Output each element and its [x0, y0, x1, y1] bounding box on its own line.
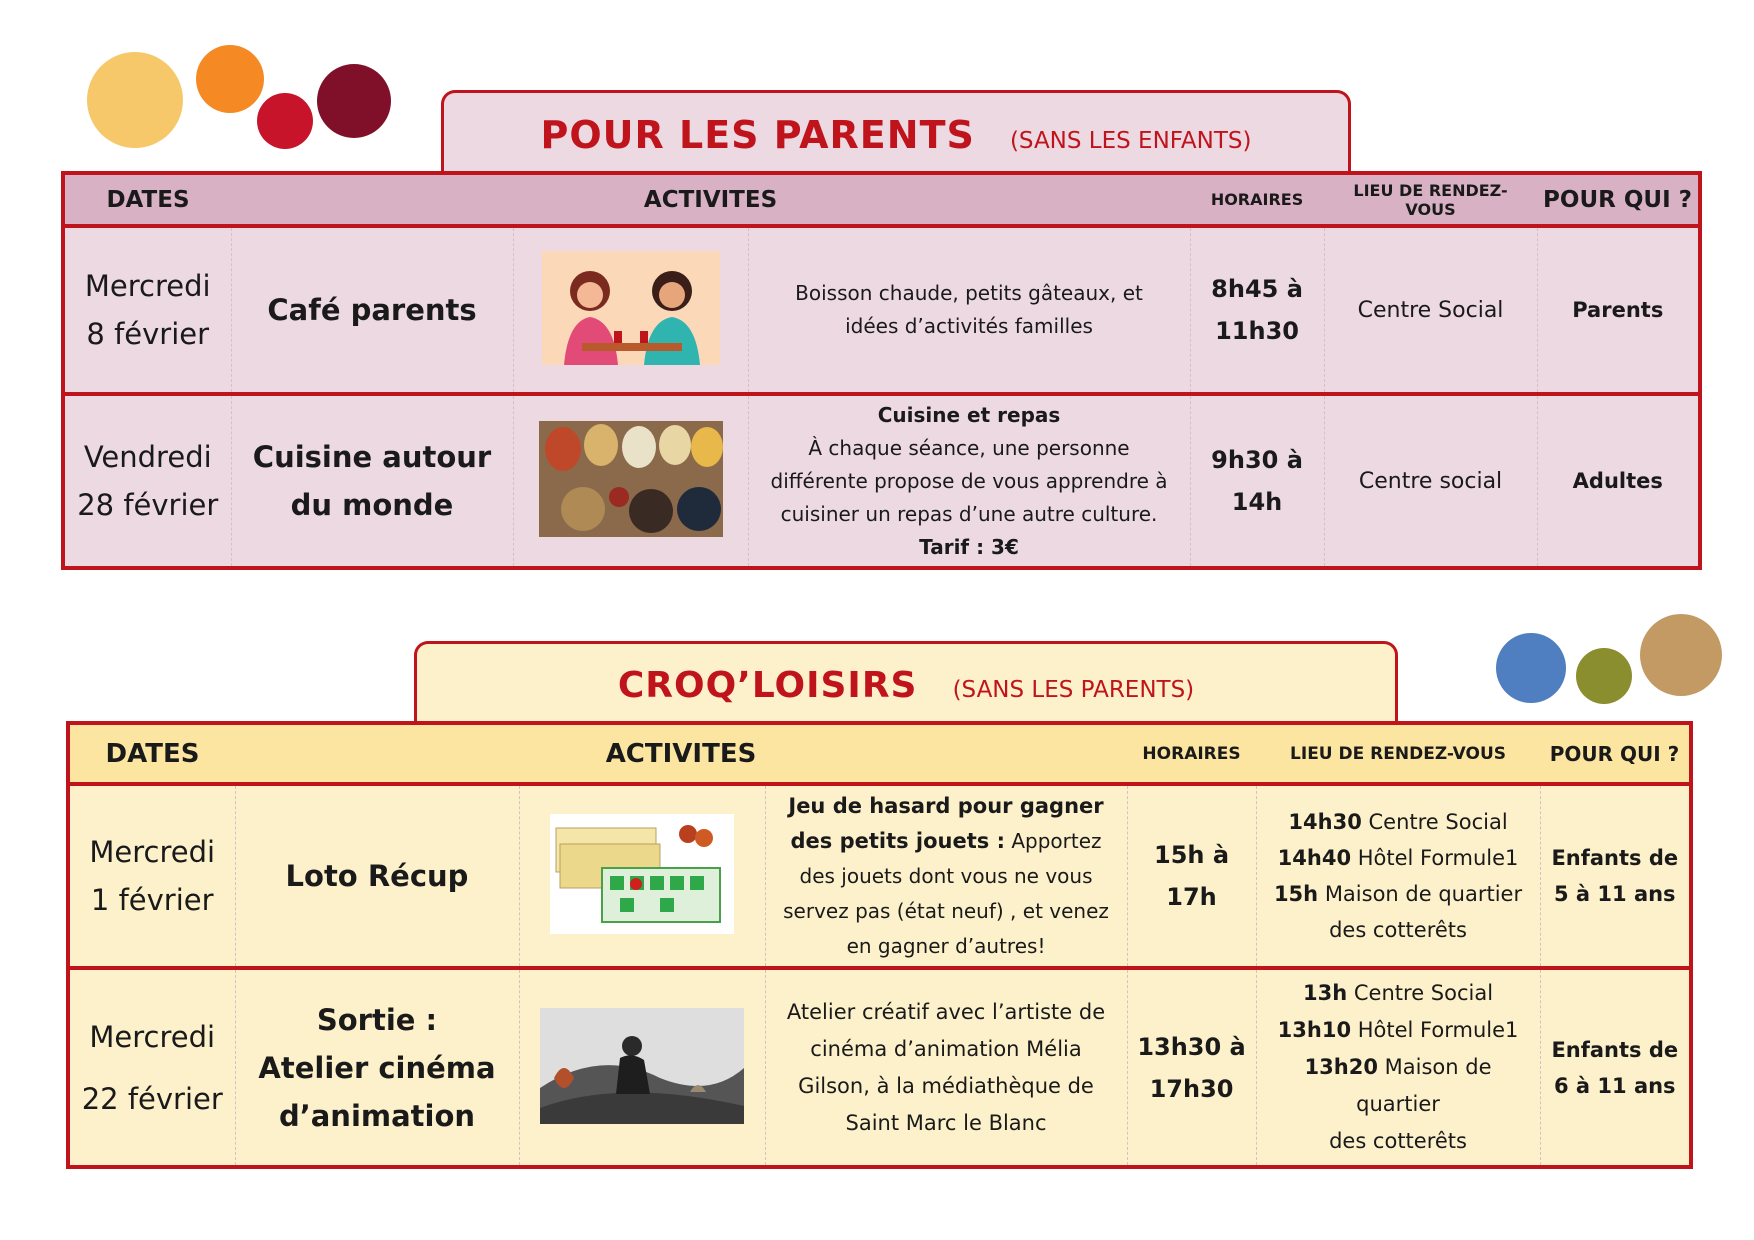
row-date-value: 22 février	[81, 1081, 223, 1116]
stop-item	[1263, 840, 1534, 876]
row-who-line1: Enfants de	[1551, 1037, 1679, 1062]
dot-olive	[1576, 648, 1632, 704]
stop-tail: des cotterêts	[1329, 1129, 1467, 1153]
dot-tan	[1640, 614, 1722, 696]
stop-item	[1263, 975, 1534, 1012]
table-row	[70, 784, 1689, 968]
dot-maroon	[317, 64, 391, 138]
row-date	[70, 784, 235, 968]
row-date-day: Mercredi	[84, 269, 211, 303]
stop-place: Centre Social	[1353, 981, 1494, 1005]
row-stops	[1256, 784, 1540, 968]
header-dates: DATES	[105, 738, 200, 769]
stop-item	[1263, 876, 1534, 912]
parents-table	[61, 171, 1702, 570]
row-hours	[1190, 226, 1324, 394]
row-hours-end: 17h	[1166, 883, 1217, 911]
croq-title: CROQ’LOISIRS	[617, 665, 918, 706]
parents-header-row	[65, 175, 1698, 226]
header-dates: DATES	[106, 186, 190, 213]
cafe-parents-illustration	[542, 251, 720, 365]
header-who: POUR QUI ?	[1543, 186, 1692, 213]
row-description-title: Cuisine et repas	[877, 402, 1061, 427]
row-date-value: 28 février	[77, 488, 219, 522]
header-activities: ACTIVITES	[643, 186, 778, 213]
row-description-bold: Jeu de hasard pour gagner des petits jouets :	[788, 793, 1104, 853]
parents-title-tab	[441, 90, 1351, 174]
stop-time: 14h30	[1288, 810, 1362, 834]
stop-place: Maison de quartier	[1356, 1055, 1492, 1116]
row-hours-start: 8h45 à	[1211, 275, 1303, 303]
header-hours: HORAIRES	[1142, 743, 1241, 764]
row-date-day: Vendredi	[83, 440, 212, 474]
croq-title-tab	[414, 641, 1398, 724]
row-date	[70, 968, 235, 1165]
row-who	[1540, 784, 1689, 968]
row-hours-start: 15h à	[1154, 841, 1230, 869]
stop-place: Hôtel Formule1	[1357, 846, 1519, 870]
stop-item	[1263, 804, 1534, 840]
row-stops	[1256, 968, 1540, 1165]
table-row	[65, 226, 1698, 394]
row-hours-end: 17h30	[1149, 1074, 1234, 1103]
dot-blue	[1496, 633, 1566, 703]
stop-place: Centre Social	[1368, 810, 1508, 834]
croq-header-row	[70, 725, 1689, 784]
row-date-value: 8 février	[86, 317, 210, 351]
row-hours-start: 9h30 à	[1211, 446, 1303, 474]
table-row	[65, 394, 1698, 566]
row-image-cell	[513, 394, 748, 566]
row-description-text: Apportez des jouets dont vous ne vous servez pas (état neuf) , et venez en gagner d’autres!	[783, 828, 1109, 958]
row-date-day: Mercredi	[89, 1019, 216, 1054]
dot-red	[257, 93, 313, 149]
row-hours-end: 11h30	[1215, 317, 1299, 345]
row-date-value: 1 février	[90, 883, 214, 917]
row-activity: Café parents	[231, 226, 513, 394]
stop-time: 13h10	[1277, 1018, 1352, 1042]
row-place: Centre Social	[1324, 226, 1537, 394]
header-place: LIEU DE RENDEZ-VOUS	[1353, 180, 1508, 219]
header-hours: HORAIRES	[1210, 190, 1304, 209]
row-hours	[1127, 784, 1256, 968]
row-activity-line3: d’animation	[278, 1098, 476, 1133]
header-activities: ACTIVITES	[605, 738, 757, 769]
row-place: Centre social	[1324, 394, 1537, 566]
row-activity-line2: du monde	[290, 488, 454, 522]
row-description	[748, 394, 1190, 566]
row-hours-start: 13h30 à	[1137, 1032, 1246, 1061]
dot-orange	[196, 45, 264, 113]
stop-tail: des cotterêts	[1329, 918, 1467, 942]
row-image-cell	[519, 968, 765, 1165]
stop-time: 13h	[1303, 981, 1348, 1005]
row-date	[65, 394, 231, 566]
row-who-line2: 6 à 11 ans	[1554, 1073, 1676, 1098]
stop-item	[1263, 1049, 1534, 1123]
stop-place: Maison de quartier	[1324, 882, 1523, 906]
parents-subtitle: (SANS LES ENFANTS)	[1009, 128, 1252, 154]
table-row	[70, 968, 1689, 1165]
row-description: Atelier créatif avec l’artiste de cinéma d’animation Mélia Gilson, à la médiathèque de Saint Marc le Blanc	[765, 968, 1127, 1165]
row-hours-end: 14h	[1231, 488, 1283, 516]
row-hours	[1127, 968, 1256, 1165]
row-activity	[235, 968, 519, 1165]
row-date	[65, 226, 231, 394]
stop-time: 15h	[1273, 882, 1319, 906]
croq-subtitle: (SANS LES PARENTS)	[952, 677, 1195, 703]
row-description: Boisson chaude, petits gâteaux, et idées d’activités familles	[748, 226, 1190, 394]
row-who-line1: Enfants de	[1551, 846, 1679, 870]
row-activity: Loto Récup	[235, 784, 519, 968]
row-image-cell	[519, 784, 765, 968]
row-description-text: À chaque séance, une personne différente propose de vous apprendre à cuisiner un repas d’une autre culture.	[770, 435, 1168, 526]
row-description	[765, 784, 1127, 968]
row-who: Adultes	[1537, 394, 1698, 566]
row-activity	[231, 394, 513, 566]
parents-title: POUR LES PARENTS	[540, 113, 975, 157]
row-hours	[1190, 394, 1324, 566]
row-who-line2: 5 à 11 ans	[1554, 882, 1676, 906]
row-activity-line1: Sortie :	[316, 1002, 438, 1037]
spices-photo	[539, 421, 723, 537]
row-date-day: Mercredi	[89, 835, 216, 869]
header-who: POUR QUI ?	[1549, 741, 1680, 766]
stop-time: 13h20	[1304, 1055, 1378, 1079]
stop-time: 14h40	[1277, 846, 1352, 870]
row-activity-line2: Atelier cinéma	[258, 1050, 496, 1085]
animation-still	[540, 1008, 744, 1124]
row-who	[1540, 968, 1689, 1165]
stop-item	[1263, 1012, 1534, 1049]
dot-yellow	[87, 52, 183, 148]
stop-place: Hôtel Formule1	[1357, 1018, 1519, 1042]
croq-table	[66, 721, 1693, 1169]
loto-cards-photo	[550, 814, 734, 934]
row-who: Parents	[1537, 226, 1698, 394]
row-description-tarif: Tarif : 3€	[919, 534, 1019, 559]
row-image-cell	[513, 226, 748, 394]
header-place: LIEU DE RENDEZ-VOUS	[1290, 743, 1507, 764]
row-activity-line1: Cuisine autour	[252, 440, 492, 474]
